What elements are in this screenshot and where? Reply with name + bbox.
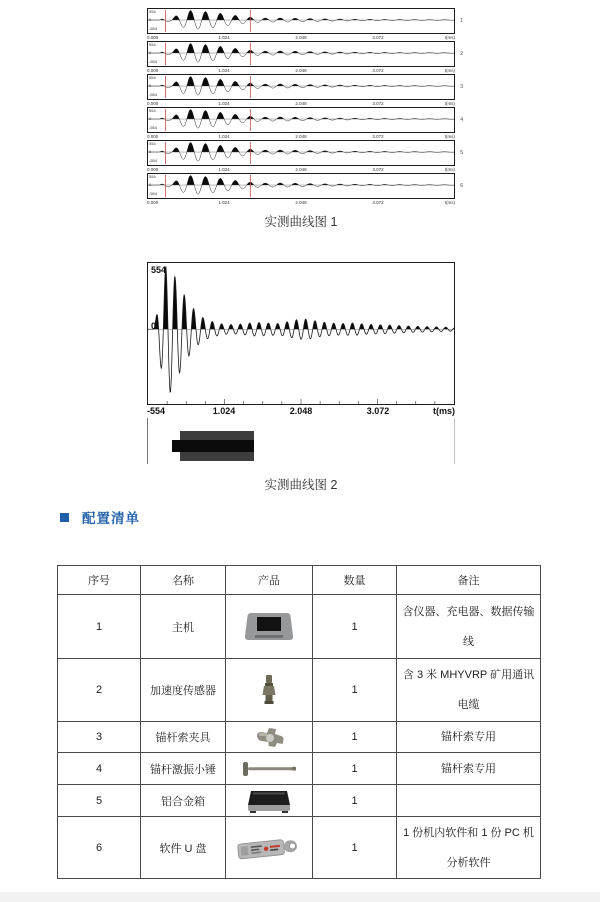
config-table xyxy=(57,565,541,879)
strip-x-unit: t(ms) xyxy=(444,35,455,40)
waveform-strip-channel-4 xyxy=(147,107,463,140)
cell-qty: 1 xyxy=(313,595,397,659)
strip-y-label-zero: 0 xyxy=(149,116,152,121)
cell-name: 锚杆激振小锤 xyxy=(141,753,226,785)
cell-qty: 1 xyxy=(313,753,397,785)
strip-x-tick: 1.024 xyxy=(218,101,230,106)
strip-y-label-top: 554 xyxy=(149,75,156,80)
strip-x-tick: 1.024 xyxy=(218,200,230,205)
x-axis-labels xyxy=(147,405,455,418)
strip-y-label-top: 554 xyxy=(149,141,156,146)
strip-x-axis xyxy=(147,34,455,41)
waveform-strip-channel-5 xyxy=(147,140,463,173)
alloy-case-photo xyxy=(241,788,297,814)
cell-remark: 1 份机内软件和 1 份 PC 机分析软件 xyxy=(397,817,541,879)
strip-x-tick: 0.000 xyxy=(147,134,159,139)
strip-y-label-zero: 0 xyxy=(149,17,152,22)
cell-product xyxy=(226,817,313,879)
strip-y-label-bottom: -554 xyxy=(149,92,158,97)
strip-y-label-bottom: -554 xyxy=(149,125,158,130)
x-tick-2: 2.048 xyxy=(289,406,313,416)
strip-y-label-bottom: -554 xyxy=(149,158,158,163)
rod-model-graphic xyxy=(147,418,455,464)
strip-x-tick: 1.024 xyxy=(218,35,230,40)
cell-qty: 1 xyxy=(313,659,397,722)
strip-y-label-bottom: -554 xyxy=(149,59,158,64)
cell-no: 4 xyxy=(58,753,141,785)
strip-x-tick: 3.072 xyxy=(372,167,384,172)
cell-no: 1 xyxy=(58,595,141,659)
strip-channel-number: 3 xyxy=(460,84,463,90)
strip-x-unit: t(ms) xyxy=(444,200,455,205)
strip-y-label-top: 554 xyxy=(149,9,156,14)
cell-product xyxy=(226,785,313,817)
strip-x-tick: 2.048 xyxy=(295,35,307,40)
cell-product xyxy=(226,753,313,785)
strip-channel-number: 2 xyxy=(460,51,463,57)
cell-product xyxy=(226,722,313,753)
table-row xyxy=(58,659,541,722)
table-row xyxy=(58,785,541,817)
strip-y-label-zero: 0 xyxy=(149,50,152,55)
strip-y-label-zero: 0 xyxy=(149,149,152,154)
strip-x-tick: 0.000 xyxy=(147,167,159,172)
sensor-photo xyxy=(259,673,279,707)
cell-qty: 1 xyxy=(313,817,397,879)
cell-name: 软件 U 盘 xyxy=(141,817,226,879)
strip-x-tick: 2.048 xyxy=(295,101,307,106)
table-row xyxy=(58,722,541,753)
waveform-strip-plot xyxy=(147,173,455,199)
header-no: 序号 xyxy=(58,566,141,595)
waveform-strip-channel-6 xyxy=(147,173,463,206)
cell-no: 5 xyxy=(58,785,141,817)
waveform-strip-plot xyxy=(147,41,455,67)
header-qty: 数量 xyxy=(313,566,397,595)
strip-x-axis xyxy=(147,67,455,74)
figure2-caption: 实测曲线图 2 xyxy=(264,478,338,492)
strip-x-unit: t(ms) xyxy=(444,68,455,73)
waveform-strip-channel-3 xyxy=(147,74,463,107)
cell-qty: 1 xyxy=(313,722,397,753)
strip-x-axis xyxy=(147,100,455,107)
cell-remark: 含仪器、充电器、数据传输线 xyxy=(397,595,541,659)
strip-x-axis xyxy=(147,166,455,173)
strip-x-tick: 1.024 xyxy=(218,167,230,172)
x-tick-3: 3.072 xyxy=(366,406,390,416)
figure-measured-curves-2 xyxy=(147,262,455,493)
cell-product xyxy=(226,595,313,659)
strip-x-tick: 3.072 xyxy=(372,200,384,205)
strip-y-label-bottom: -554 xyxy=(149,191,158,196)
hammer-photo xyxy=(237,761,301,777)
cell-no: 2 xyxy=(58,659,141,722)
header-name: 名称 xyxy=(141,566,226,595)
header-remark: 备注 xyxy=(397,566,541,595)
strip-y-label-top: 554 xyxy=(149,42,156,47)
figure-measured-curves-1 xyxy=(147,8,463,230)
cell-name: 铝合金箱 xyxy=(141,785,226,817)
figure1-caption: 实测曲线图 1 xyxy=(264,215,338,229)
strip-x-tick: 0.000 xyxy=(147,68,159,73)
x-axis-unit-label: t(ms) xyxy=(433,406,455,416)
waveform-strip-plot xyxy=(147,8,455,34)
strip-x-unit: t(ms) xyxy=(444,167,455,172)
y-axis-zero-label: 0 xyxy=(151,321,157,331)
waveform-chart xyxy=(147,262,455,405)
strip-x-tick: 2.048 xyxy=(295,200,307,205)
cell-name: 加速度传感器 xyxy=(141,659,226,722)
x-tick-1: 1.024 xyxy=(212,406,236,416)
strip-channel-number: 1 xyxy=(460,18,463,24)
strip-x-tick: 0.000 xyxy=(147,200,159,205)
waveform-plot xyxy=(148,263,454,404)
main-unit-photo xyxy=(241,609,297,645)
cell-remark: 含 3 米 MHYVRP 矿用通讯电缆 xyxy=(397,659,541,722)
waveform-strip-plot xyxy=(147,140,455,166)
strip-x-unit: t(ms) xyxy=(444,101,455,106)
strip-x-tick: 2.048 xyxy=(295,134,307,139)
strip-x-axis xyxy=(147,199,455,206)
strip-channel-number: 5 xyxy=(460,150,463,156)
table-row xyxy=(58,817,541,879)
section-header xyxy=(60,507,140,527)
strip-y-label-bottom: -554 xyxy=(149,26,158,31)
table-row xyxy=(58,595,541,659)
usb-drive-photo xyxy=(234,834,304,862)
waveform-strip-stack xyxy=(147,8,463,206)
section-bullet-icon xyxy=(60,513,69,522)
section-title: 配置清单 xyxy=(82,511,140,526)
clamp-photo xyxy=(249,725,289,749)
strip-x-tick: 1.024 xyxy=(218,134,230,139)
strip-x-tick: 3.072 xyxy=(372,101,384,106)
cell-qty: 1 xyxy=(313,785,397,817)
strip-y-label-top: 554 xyxy=(149,174,156,179)
strip-channel-number: 6 xyxy=(460,183,463,189)
strip-x-tick: 3.072 xyxy=(372,35,384,40)
cell-no: 3 xyxy=(58,722,141,753)
strip-y-label-zero: 0 xyxy=(149,182,152,187)
strip-x-tick: 0.000 xyxy=(147,35,159,40)
waveform-strip-channel-2 xyxy=(147,41,463,74)
header-product: 产品 xyxy=(226,566,313,595)
page-edge-strip xyxy=(0,892,600,902)
strip-x-tick: 1.024 xyxy=(218,68,230,73)
rod-bar-shape xyxy=(172,440,254,452)
cell-name: 锚杆索夹具 xyxy=(141,722,226,753)
cell-no: 6 xyxy=(58,817,141,879)
cell-remark: 锚杆索专用 xyxy=(397,753,541,785)
waveform-strip-plot xyxy=(147,107,455,133)
strip-x-tick: 0.000 xyxy=(147,101,159,106)
y-axis-min-label: -554 xyxy=(147,406,166,416)
cell-remark xyxy=(397,785,541,817)
cell-remark: 锚杆索专用 xyxy=(397,722,541,753)
cell-product xyxy=(226,659,313,722)
table-row xyxy=(58,753,541,785)
strip-y-label-top: 554 xyxy=(149,108,156,113)
strip-x-tick: 2.048 xyxy=(295,68,307,73)
table-header-row xyxy=(58,566,541,595)
strip-channel-number: 4 xyxy=(460,117,463,123)
strip-x-tick: 2.048 xyxy=(295,167,307,172)
cell-name: 主机 xyxy=(141,595,226,659)
waveform-strip-channel-1 xyxy=(147,8,463,41)
strip-x-tick: 3.072 xyxy=(372,68,384,73)
waveform-strip-plot xyxy=(147,74,455,100)
y-axis-max-label: 554 xyxy=(151,265,167,275)
strip-x-tick: 3.072 xyxy=(372,134,384,139)
strip-x-unit: t(ms) xyxy=(444,134,455,139)
strip-y-label-zero: 0 xyxy=(149,83,152,88)
strip-x-axis xyxy=(147,133,455,140)
